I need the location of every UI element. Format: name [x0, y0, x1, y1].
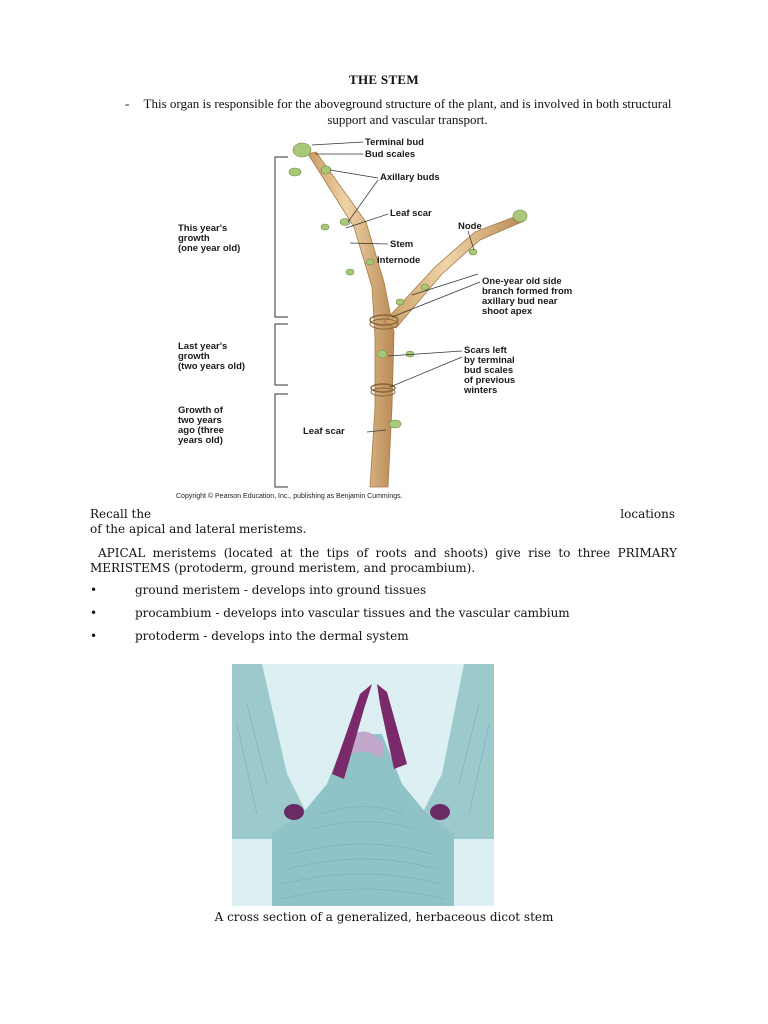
bracket-last-year [275, 324, 288, 385]
image-caption: A cross section of a generalized, herbaceous dicot stem [214, 910, 554, 924]
label-two-years: years old) [178, 435, 223, 446]
bullet-ground-meristem: ground meristem - develops into ground tissues [135, 583, 427, 597]
bullet-procambium: procambium - develops into vascular tissues and the vascular cambium [135, 606, 570, 620]
label-last-year: (two years old) [178, 361, 246, 372]
label-this-year: This year's [178, 223, 228, 234]
label-this-year: growth [178, 233, 210, 244]
intro-paragraph: This organ is responsible for the aboveground structure of the plant, and is involved in both structural support and vascular transport. [143, 96, 672, 127]
stem-diagram [170, 132, 610, 502]
label-scars: of previous [464, 375, 516, 386]
label-last-year: Last year's [178, 341, 228, 352]
label-leaf-scar-bottom: Leaf scar [303, 426, 345, 437]
label-side-branch: shoot apex [482, 306, 533, 317]
recall-line-2: of the apical and lateral meristems. [90, 522, 307, 536]
label-this-year: (one year old) [178, 243, 241, 254]
label-terminal-bud: Terminal bud [365, 137, 424, 148]
terminal-bud [293, 143, 311, 157]
label-internode: Internode [377, 255, 421, 266]
label-last-year: growth [178, 351, 210, 362]
bullet-marker: • [90, 606, 98, 620]
label-leaf-scar: Leaf scar [390, 208, 432, 219]
intro-dash: - [125, 96, 130, 111]
label-scars: by terminal [464, 355, 515, 366]
bracket-this-year [275, 157, 288, 317]
label-side-branch: branch formed from [482, 286, 573, 297]
axillary-meristem-right [430, 804, 450, 820]
label-scars: winters [464, 385, 498, 396]
axillary-bud [421, 284, 429, 290]
copyright: Copyright © Pearson Education, Inc., publishing as Benjamin Cummings. [176, 493, 403, 500]
axillary-bud [469, 249, 477, 255]
label-scars: bud scales [464, 365, 514, 376]
axillary-bud [366, 259, 374, 265]
axillary-bud [321, 166, 331, 174]
label-two-years: ago (three [178, 425, 224, 436]
bullet-protoderm: protoderm - develops into the dermal system [135, 629, 409, 643]
bracket-two-years [275, 394, 288, 487]
label-bud-scales: Bud scales [365, 149, 416, 160]
label-side-branch: One-year old side [482, 276, 562, 287]
axillary-bud [289, 168, 301, 176]
page-title: THE STEM [349, 72, 419, 87]
micrograph-image [232, 664, 494, 906]
label-side-branch: axillary bud near [482, 296, 558, 307]
axillary-bud [396, 299, 404, 305]
label-two-years: two years [178, 415, 222, 426]
axillary-meristem-left [284, 804, 304, 820]
label-scars: Scars left [464, 345, 507, 356]
apical-paragraph: APICAL meristems (located at the tips of roots and shoots) give rise to three PRIMARY MERISTEMS (protoderm, ground meristem, and procambium). [90, 546, 677, 575]
recall-left: Recall the [90, 507, 152, 521]
label-axillary-buds: Axillary buds [380, 172, 440, 183]
bullet-marker: • [90, 583, 98, 597]
recall-right: locations [620, 507, 675, 521]
bullet-marker: • [90, 629, 98, 643]
axillary-bud [346, 269, 354, 275]
axillary-bud [340, 219, 350, 226]
label-two-years: Growth of [178, 405, 223, 416]
axillary-bud [321, 224, 329, 230]
label-stem: Stem [390, 239, 414, 250]
label-node: Node [458, 221, 482, 232]
axillary-bud [377, 350, 387, 358]
terminal-bud-side [513, 210, 527, 222]
axillary-bud [389, 420, 401, 428]
